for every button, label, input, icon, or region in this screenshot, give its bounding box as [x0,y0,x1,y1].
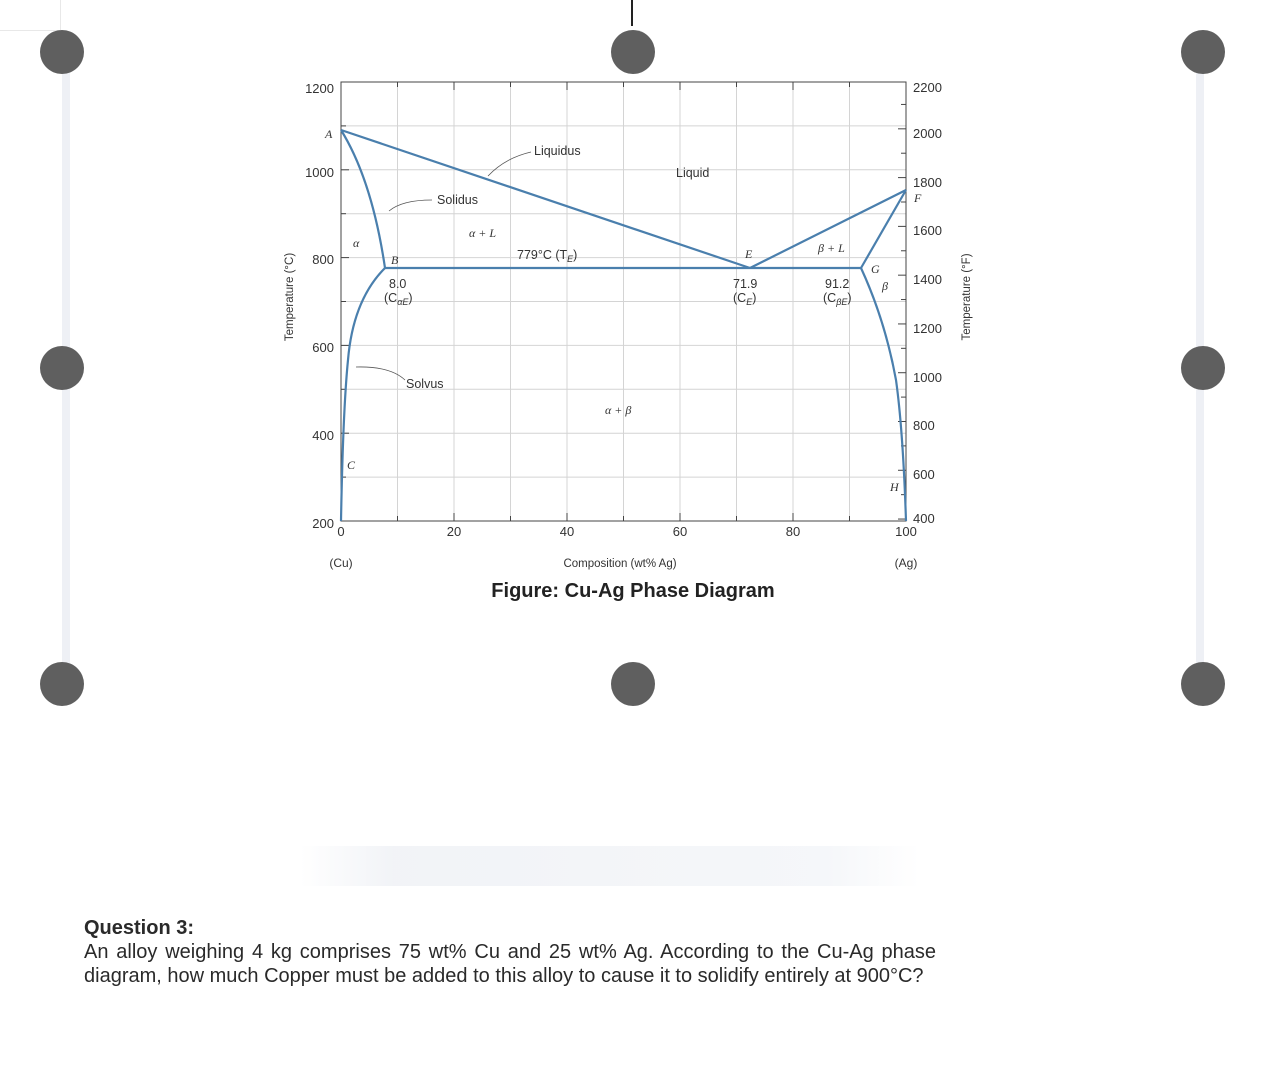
left-axis-tick-labels [305,81,334,531]
point-a-label: A [325,127,333,141]
alpha-region-label: α [353,236,360,250]
x-left-end-label: (Cu) [329,556,353,570]
right-tick-2200: 2200 [913,80,942,95]
point-h-label: H [890,480,899,494]
left-tick-200: 200 [312,516,334,531]
x-tick-80: 80 [785,524,801,539]
right-tick-1400: 1400 [913,272,942,287]
solvus-left-curve [341,268,385,521]
alpha-plus-liquid-label: α + L [469,226,497,240]
x-tick-20: 20 [446,524,462,539]
c-beta-symbol: $(C_{\beta E})$ [823,291,852,307]
x-tick-100: 100 [895,524,917,539]
left-tick-400: 400 [312,428,334,443]
point-g-label: G [871,262,880,276]
c-eutectic-symbol: $(C_E)$ [733,291,757,307]
solidus-leader [389,200,432,211]
c-beta-value: 91.2 [825,277,850,291]
point-f-label: F [914,191,922,205]
right-tick-600: 600 [913,467,935,482]
question-body: An alloy weighing 4 kg comprises 75 wt% Cu and 25 wt% Ag. According to the Cu-Ag phase diagram, how much Copper must be added to this alloy to cause it to solidify entirely at 900°C? [84,941,936,987]
right-axis-tick-labels [913,80,942,526]
right-tick-800: 800 [913,418,935,433]
question-block [84,916,936,988]
beta-plus-liquid-label: β + L [818,241,845,255]
left-tick-1000: 1000 [305,165,334,180]
right-tick-400: 400 [913,511,935,526]
right-tick-2000: 2000 [913,126,942,141]
x-right-end-label: (Ag) [894,556,918,570]
c-alpha-symbol: $(C_{\alpha E})$ [384,291,413,307]
point-c-label: C [347,458,356,472]
x-tick-60: 60 [672,524,688,539]
liquid-label: Liquid [676,166,710,180]
question-title: Question 3: [84,917,195,939]
point-e-label: E [745,247,753,261]
left-tick-1200: 1200 [305,81,334,96]
resize-handle-bottom[interactable] [611,662,655,706]
liquidus-label: Liquidus [534,144,581,158]
y-axis-right-title: Temperature (°F) [961,253,973,341]
right-tick-1800: 1800 [913,175,942,190]
right-tick-1200: 1200 [913,321,942,336]
diagram-grid [341,82,906,521]
y-axis-left-title: Temperature (°C) [284,252,296,342]
solvus-right-curve [861,268,906,521]
beta-region-label: β [882,279,888,293]
right-tick-1000: 1000 [913,370,942,385]
solvus-label: Solvus [406,377,444,391]
eutectic-temperature-label: 779°C $(T_E)$ [517,248,578,264]
x-tick-40: 40 [559,524,575,539]
right-tick-1600: 1600 [913,223,942,238]
left-tick-600: 600 [312,340,334,355]
solidus-left-curve [341,130,385,268]
resize-handle-bottom-left[interactable] [40,662,84,706]
liquidus-leader [488,152,531,176]
c-eutectic-value: 71.9 [733,277,758,291]
figure-caption: Figure: Cu-Ag Phase Diagram [491,580,775,602]
x-axis-tick-labels [337,524,916,539]
point-b-label: B [391,253,399,267]
left-tick-800: 800 [312,252,334,267]
resize-handle-bottom-right[interactable] [1181,662,1225,706]
c-alpha-value: 8.0 [389,277,407,291]
alpha-plus-beta-label: α + β [605,403,632,417]
x-tick-0: 0 [337,524,345,539]
solidus-label: Solidus [437,193,478,207]
blurred-region [300,846,920,886]
x-axis-title: Composition (wt% Ag) [563,558,677,570]
